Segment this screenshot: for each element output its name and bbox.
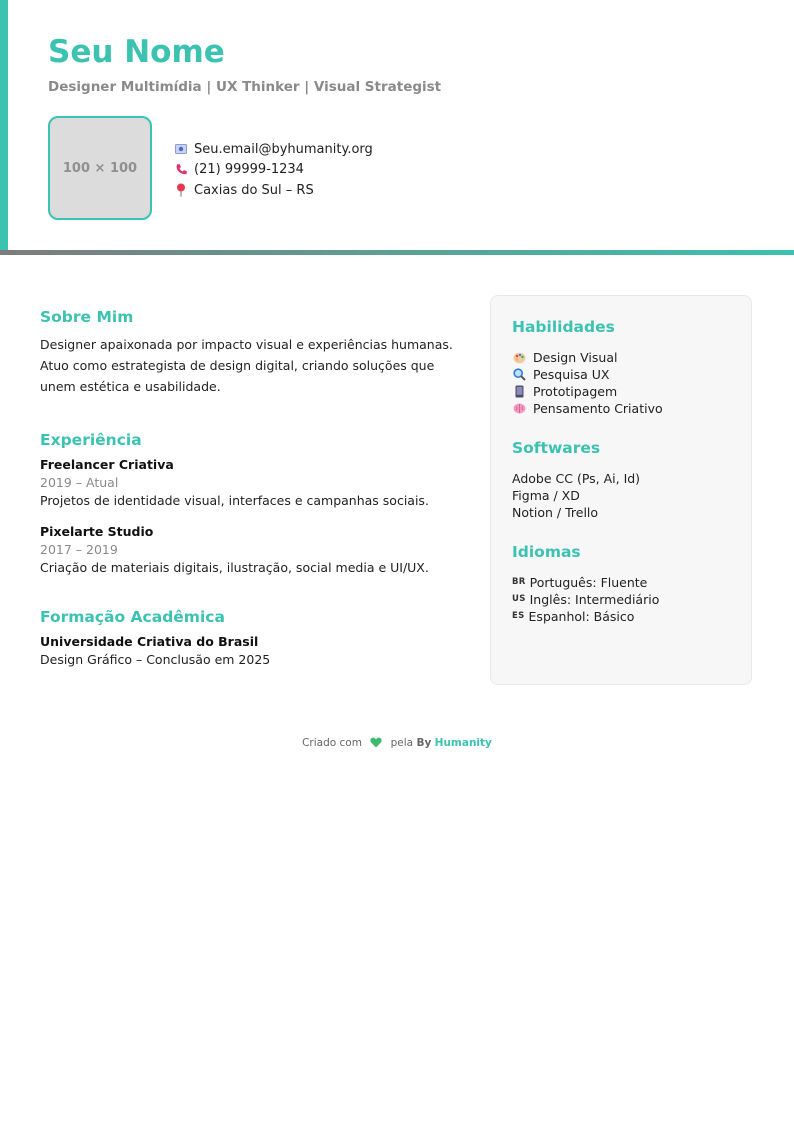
flag-us-icon: US — [512, 594, 526, 604]
sidebar-panel — [490, 295, 752, 685]
footer-middle: pela — [390, 737, 414, 749]
language-label: Espanhol: Básico — [528, 609, 635, 624]
phone-icon — [174, 163, 188, 177]
experience-item — [40, 523, 460, 578]
languages-title: Idiomas — [512, 543, 581, 561]
software-list — [512, 470, 751, 521]
brain-icon — [512, 402, 526, 416]
heart-icon — [370, 737, 382, 751]
experience-company: Pixelarte Studio — [40, 524, 154, 539]
language-label: Português: Fluente — [529, 575, 648, 590]
footer-prefix: Criado com — [302, 737, 362, 749]
list-item: Notion / Trello — [512, 505, 599, 520]
language-label: Inglês: Intermediário — [529, 592, 660, 607]
about-section — [40, 308, 460, 397]
job-tagline: Designer Multimídia | UX Thinker | Visual Strategist — [48, 79, 442, 95]
contact-email[interactable]: Seu.email@byhumanity.org — [194, 141, 373, 157]
experience-dates: 2019 – Atual — [40, 475, 119, 490]
skill-label: Prototipagem — [533, 384, 618, 399]
education-section — [40, 608, 460, 668]
skill-label: Design Visual — [533, 350, 618, 365]
photo-placeholder — [48, 116, 152, 220]
about-text: Designer apaixonada por impacto visual e experiências humanas. Atuo como estrategista de design digital, criando soluções que unem estética e usabilidade. — [40, 337, 453, 394]
contact-info — [174, 139, 373, 201]
list-item — [512, 400, 751, 417]
contact-location-row — [174, 180, 373, 201]
experience-description: Projetos de identidade visual, interfaces e campanhas sociais. — [40, 493, 429, 508]
contact-phone-row — [174, 160, 373, 181]
skill-label: Pensamento Criativo — [533, 401, 663, 416]
education-title: Formação Acadêmica — [40, 608, 225, 626]
list-item: Figma / XD — [512, 488, 580, 503]
list-item — [512, 349, 751, 366]
software-title: Softwares — [512, 439, 601, 457]
experience-section — [40, 431, 460, 578]
list-item — [512, 574, 751, 591]
skill-label: Pesquisa UX — [533, 367, 610, 382]
about-title: Sobre Mim — [40, 308, 134, 326]
contact-phone[interactable]: (21) 99999-1234 — [194, 162, 304, 178]
software-section — [512, 439, 751, 521]
page-footer — [0, 737, 794, 751]
experience-title: Experiência — [40, 431, 142, 449]
person-name: Seu Nome — [48, 34, 225, 70]
location-pin-icon — [174, 183, 188, 197]
footer-brand-link[interactable]: Humanity — [434, 737, 492, 749]
experience-item — [40, 456, 460, 511]
palette-icon — [512, 351, 526, 365]
list-item: Adobe CC (Ps, Ai, Id) — [512, 471, 641, 486]
photo-placeholder-label: 100 × 100 — [62, 160, 138, 176]
mobile-phone-icon — [512, 385, 526, 399]
skills-list — [512, 349, 751, 417]
education-item — [40, 633, 460, 668]
skills-section — [512, 318, 751, 417]
footer-by: By — [416, 737, 432, 749]
list-item — [512, 366, 751, 383]
education-course: Design Gráfico – Conclusão em 2025 — [40, 652, 271, 667]
left-accent-bar — [0, 0, 8, 250]
main-column — [40, 308, 460, 668]
flag-br-icon: BR — [512, 577, 526, 587]
languages-section — [512, 543, 751, 625]
contact-location: Caxias do Sul – RS — [194, 182, 314, 198]
email-icon — [174, 142, 188, 156]
languages-list — [512, 574, 751, 625]
list-item — [512, 591, 751, 608]
experience-description: Criação de materiais digitais, ilustração, social media e UI/UX. — [40, 560, 429, 575]
skills-title: Habilidades — [512, 318, 615, 336]
header-divider — [0, 250, 794, 255]
experience-dates: 2017 – 2019 — [40, 542, 118, 557]
contact-email-row — [174, 139, 373, 160]
education-school: Universidade Criativa do Brasil — [40, 634, 259, 649]
resume-header — [0, 0, 794, 250]
flag-es-icon: ES — [512, 611, 525, 621]
magnifier-icon — [512, 368, 526, 382]
list-item — [512, 383, 751, 400]
experience-company: Freelancer Criativa — [40, 457, 174, 472]
list-item — [512, 608, 751, 625]
